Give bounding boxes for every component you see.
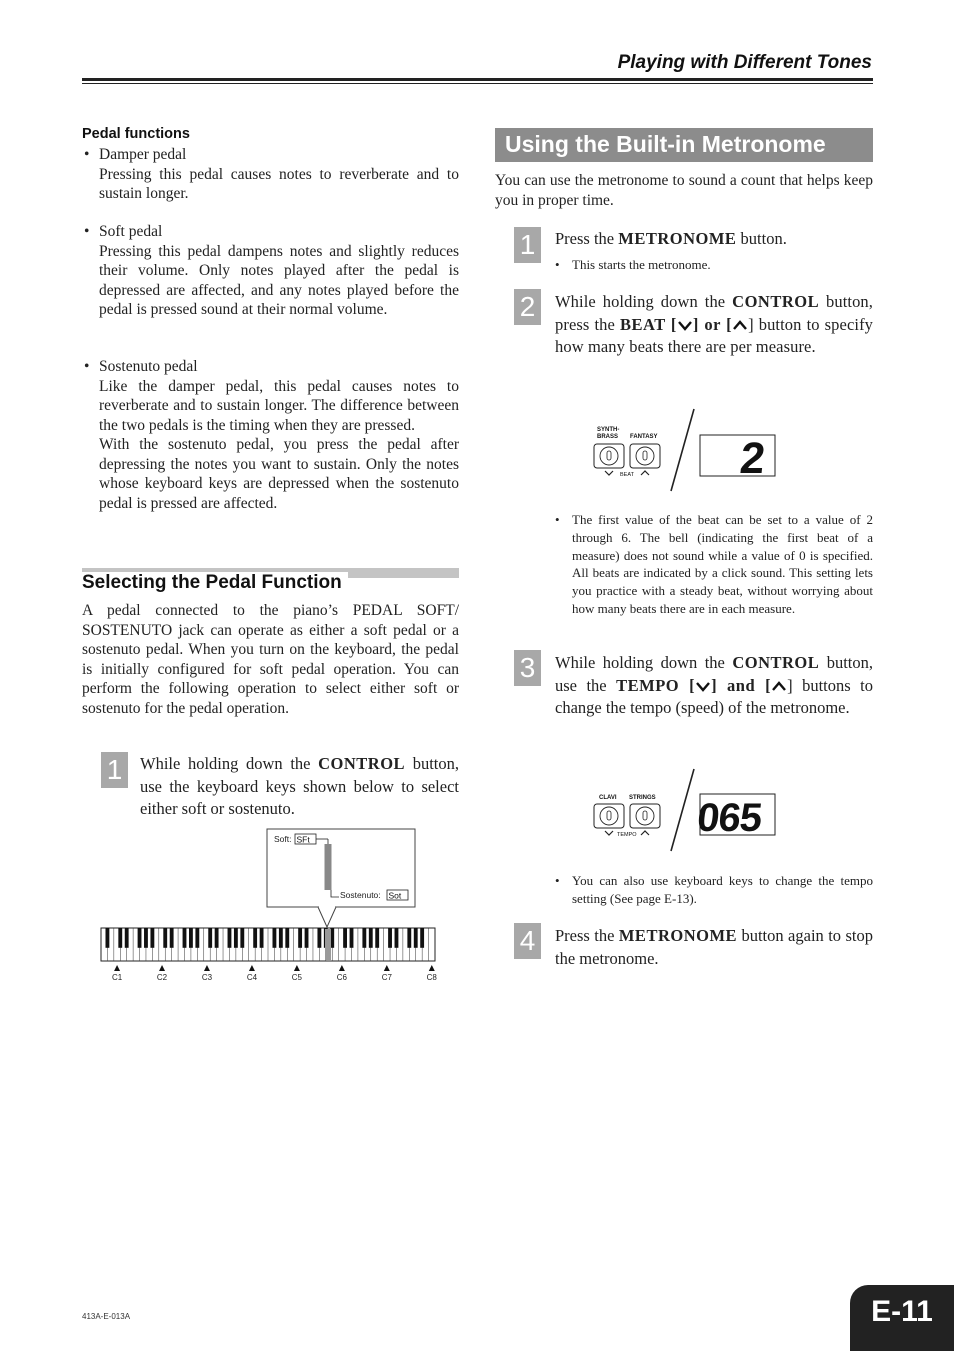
keyboard-diagram: [96, 826, 441, 990]
soft-pedal-desc: Pressing this pedal dampens notes and slightly reduces their volume. Only notes played after the pedal is depressed are affected, and any notes played before the pedal is pressed sound at their normal volume.: [99, 242, 459, 318]
octave-label: C5: [291, 973, 303, 982]
bullet: •: [555, 257, 560, 272]
selecting-pedal-body: A pedal connected to the piano’s PEDAL SOFT/ SOSTENUTO jack can operate as either a soft pedal or a sostenuto pedal. When you turn on the keyboard, the pedal is initially configured for soft pedal operation. You can perform the following operation to select either soft or sostenuto for the pedal operation.: [82, 602, 459, 717]
header-rule-thin: [82, 83, 873, 84]
metronome-section-banner: [495, 128, 873, 162]
sostenuto-lcd-text: Sot: [388, 890, 402, 901]
tempo-panel-illustration: [590, 765, 785, 855]
octave-labels: [112, 965, 438, 982]
black-key: [118, 928, 122, 948]
selected-key-highlight: [325, 929, 331, 960]
page-number: E-11: [871, 1295, 933, 1328]
black-key: [253, 928, 257, 948]
black-key: [240, 928, 244, 948]
chevron-up-icon: [732, 320, 748, 331]
bullet: •: [555, 512, 560, 527]
bullet: •: [555, 873, 560, 888]
octave-marker-icon: [294, 965, 300, 971]
bullet: •: [84, 146, 90, 163]
step-text-bracket: ] or [: [692, 314, 733, 334]
black-key: [189, 928, 193, 948]
step-text-pre: Press the: [555, 926, 619, 945]
beat-lcd-value: 2: [737, 434, 768, 483]
soft-pedal-name: Soft pedal: [99, 223, 163, 240]
step-badge-1: 1: [101, 752, 128, 788]
octave-label: C3: [201, 973, 213, 982]
header-rule: [82, 78, 873, 81]
step-text-post: button, use the keyboard keys shown below to select either soft or sostenuto.: [140, 754, 459, 818]
note-text: This starts the metronome.: [572, 257, 711, 272]
step-text-pre: While holding down the: [555, 653, 733, 672]
tempo-label: TEMPO: [617, 832, 637, 838]
sostenuto-label: Sostenuto:: [340, 890, 381, 900]
black-key: [183, 928, 187, 948]
document-code: 413A-E-013A: [82, 1312, 131, 1321]
soft-label: Soft:: [274, 834, 292, 844]
octave-marker-icon: [159, 965, 165, 971]
black-key: [388, 928, 392, 948]
step-text-post: ] buttons to change the tempo (speed) of the metronome.: [555, 675, 873, 717]
octave-marker-icon: [204, 965, 210, 971]
metronome-step-3-note: [555, 872, 873, 908]
black-key: [279, 928, 283, 948]
black-key: [234, 928, 238, 948]
sostenuto-pedal-name: Sostenuto pedal: [99, 358, 198, 375]
octave-label: C8: [426, 973, 437, 982]
black-key: [317, 928, 321, 948]
black-key: [138, 928, 142, 948]
soft-lcd-text: SFt: [296, 834, 310, 845]
chevron-down-icon: [605, 471, 613, 475]
step-text-pre: Press the: [555, 229, 619, 248]
tempo-lcd-value: 065: [695, 796, 764, 840]
metronome-heading: Using the Built-in Metronome: [505, 131, 826, 157]
black-key: [305, 928, 309, 948]
black-key: [420, 928, 424, 948]
chevron-up-icon: [641, 831, 649, 835]
black-key: [362, 928, 366, 948]
metronome-button-ref: METRONOME: [618, 229, 737, 248]
black-key: [350, 928, 354, 948]
black-key: [195, 928, 199, 948]
beat-button-ref: BEAT [: [620, 314, 677, 334]
octave-label: C6: [336, 973, 347, 982]
tempo-button-ref: TEMPO [: [616, 675, 696, 695]
damper-pedal-desc: Pressing this pedal causes notes to reverberate and to sustain longer.: [99, 165, 459, 202]
octave-marker-icon: [339, 965, 345, 971]
chevron-down-icon: [605, 831, 613, 835]
step-badge-4: 4: [514, 923, 541, 959]
pedal-functions-heading: Pedal functions: [82, 126, 190, 142]
octave-marker-icon: [249, 965, 255, 971]
clavi-label: CLAVI: [599, 795, 617, 801]
metronome-intro: You can use the metronome to sound a count that helps keep you in proper time.: [495, 172, 873, 209]
step-text-mid: button, press the: [555, 292, 874, 334]
piano-keys: [101, 928, 435, 961]
step-text-post: button.: [736, 229, 787, 248]
pedal-step-1-text: [140, 753, 459, 821]
sostenuto-pedal-item: [82, 357, 459, 513]
chevron-up-icon: [641, 471, 649, 475]
step-text-mid: button, use the: [555, 653, 873, 695]
step-text-post: ] button to specify how many beats there are per measure.: [555, 314, 874, 356]
black-key: [260, 928, 264, 948]
black-key: [215, 928, 219, 948]
black-key: [375, 928, 379, 948]
black-key: [395, 928, 399, 948]
synth-brass-label-2: BRASS: [597, 434, 619, 440]
synth-brass-label-1: SYNTH-: [597, 427, 620, 433]
damper-pedal-item: [82, 145, 459, 204]
octave-label: C1: [111, 973, 123, 982]
black-key: [369, 928, 373, 948]
step-text-pre: While holding down the: [555, 292, 733, 311]
control-button-ref: CONTROL: [732, 292, 820, 311]
metronome-step-1-text: [555, 228, 873, 251]
octave-marker-icon: [384, 965, 390, 971]
step-badge-1: 1: [514, 227, 541, 263]
beat-panel-illustration: [590, 405, 785, 495]
black-key: [125, 928, 129, 948]
metronome-step-1-note: [555, 256, 873, 274]
step-text-post: button again to stop the metronome.: [555, 926, 873, 968]
black-key: [414, 928, 418, 948]
step-text-pre: While holding down the: [140, 754, 319, 773]
sostenuto-pedal-desc-2: With the sostenuto pedal, you press the pedal after depressing the notes you want to sustain. Only the notes whose keyboard keys are depressed when the sostenuto pedal is pressed are affected.: [99, 436, 459, 512]
note-text: You can also use keyboard keys to change the tempo setting (See page E-13).: [572, 873, 873, 906]
divider-slash: [671, 769, 694, 851]
sostenuto-pedal-desc-1: Like the damper pedal, this pedal causes notes to reverberate and to sustain longer. The difference between the two pedals is the timing when they are pressed.: [99, 377, 459, 434]
black-key: [150, 928, 154, 948]
step-text-bracket: ] and [: [711, 675, 772, 695]
damper-pedal-name: Damper pedal: [99, 146, 187, 163]
control-button-ref: CONTROL: [318, 754, 406, 773]
beat-label: BEAT: [620, 472, 634, 478]
chevron-up-icon: [771, 681, 787, 692]
soft-pedal-item: [82, 222, 459, 320]
black-key: [228, 928, 232, 948]
step-badge-2: 2: [514, 289, 541, 325]
control-button-ref: CONTROL: [732, 653, 820, 672]
octave-marker-icon: [114, 965, 120, 971]
metronome-step-3-text: [555, 652, 873, 720]
sostenuto-key-highlight: [325, 844, 332, 890]
octave-label: C2: [156, 973, 168, 982]
black-key: [343, 928, 347, 948]
chevron-down-icon: [695, 681, 711, 692]
divider-slash: [671, 409, 694, 491]
black-key: [272, 928, 276, 948]
octave-marker-icon: [429, 965, 435, 971]
black-key: [144, 928, 148, 948]
metronome-step-2-note: [555, 511, 873, 618]
strings-label: STRINGS: [629, 795, 656, 801]
black-key: [105, 928, 109, 948]
black-key: [163, 928, 167, 948]
chevron-down-icon: [677, 320, 693, 331]
black-key: [407, 928, 411, 948]
bullet: •: [84, 358, 90, 375]
callout-pointer: [318, 907, 336, 927]
step-badge-3: 3: [514, 650, 541, 686]
octave-label: C7: [381, 973, 392, 982]
note-text: The first value of the beat can be set to a value of 2 through 6. The bell (indicating the first beat of a measure) does not sound while a value of 0 is specified. All beats are indicated by a click sound. This setting lets you practice with a steady beat, without worrying about how many beats there are in each measure.: [572, 512, 873, 616]
black-key: [285, 928, 289, 948]
black-key: [298, 928, 302, 948]
metronome-step-4-text: [555, 925, 873, 970]
metronome-button-ref: METRONOME: [618, 926, 738, 945]
page-header-title: Playing with Different Tones: [617, 52, 872, 73]
black-key: [170, 928, 174, 948]
metronome-step-2-text: [555, 291, 873, 359]
octave-label: C4: [246, 973, 258, 982]
bullet: •: [84, 223, 90, 240]
black-key: [208, 928, 212, 948]
selecting-pedal-heading: Selecting the Pedal Function: [82, 572, 348, 594]
page-number-tab: [850, 1285, 954, 1351]
fantasy-label: FANTASY: [630, 434, 658, 440]
